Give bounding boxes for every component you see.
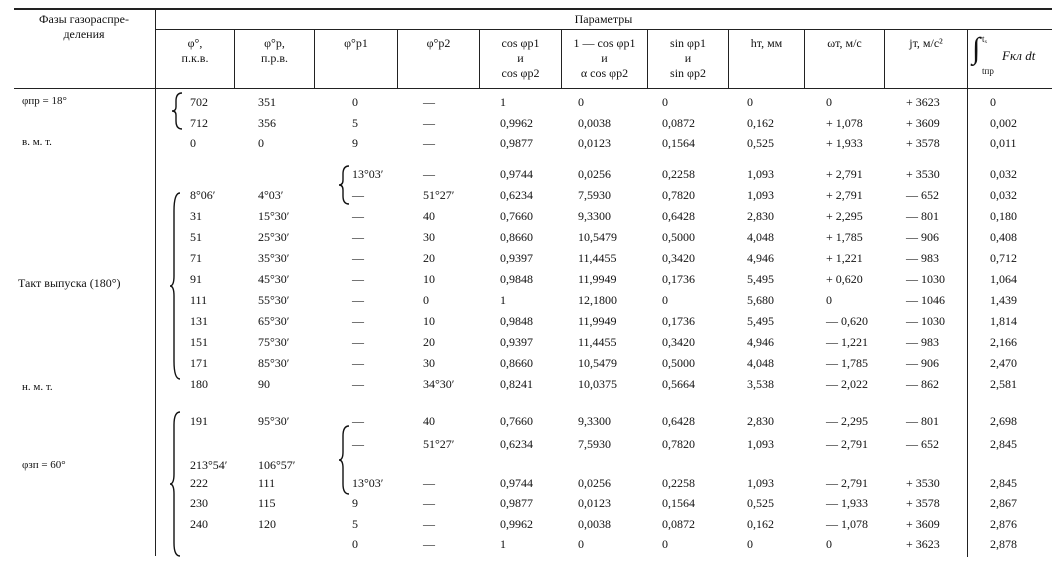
table-cell: + 3578 [906,496,940,510]
table-cell: — [352,230,364,244]
table-cell: 0,525 [747,136,774,150]
table-cell: 151 [190,335,208,349]
table-cell: 11,9949 [578,314,617,328]
table-cell: + 2,791 [826,167,863,181]
table-cell: 0,6428 [662,209,695,223]
table-cell: 712 [190,116,208,130]
table-cell: 115 [258,496,276,510]
table-cell: 1,439 [990,293,1017,307]
table-cell: 91 [190,272,202,286]
params-title: Параметры [574,12,633,26]
table-cell: 2,581 [990,377,1017,391]
label-phi-zp: φзп = 60° [22,459,66,471]
table-cell: + 1,933 [826,136,863,150]
table-cell: 71 [190,251,202,265]
table-cell: 4,946 [747,251,774,265]
table-cell: 20 [423,251,435,265]
table-cell: — 906 [906,230,939,244]
table-cell: 0,032 [990,188,1017,202]
table-cell: 0 [423,293,429,307]
table-cell: 0,002 [990,116,1017,130]
table-cell: — [423,167,435,181]
table-cell: 0,0872 [662,116,695,130]
table-cell: 0,1564 [662,136,695,150]
col-header-integral [968,30,1052,88]
phase-title-line2: деления [63,27,105,41]
table-cell: 15°30′ [258,209,290,223]
table-cell: 0,9962 [500,116,533,130]
table-cell: — [352,377,364,391]
table-cell: — 1030 [906,314,945,328]
table-cell: 2,166 [990,335,1017,349]
table-cell: 0 [990,95,996,109]
table-cell: — [352,293,364,307]
table-cell: 0,2258 [662,476,695,490]
table-cell: 0,3420 [662,335,695,349]
table-cell: 40 [423,209,435,223]
table-cell: 5,680 [747,293,774,307]
table-cell: 0,5000 [662,230,695,244]
label-nmt: н. м. т. [22,381,53,393]
table-cell: 0 [352,537,358,551]
table-cell: 1 [500,95,506,109]
header-bottom-rule [14,88,1052,89]
table-cell: 0,8660 [500,230,533,244]
table-cell: — 2,295 [826,414,868,428]
table-cell: 0,5664 [662,377,695,391]
table-cell: 0,6428 [662,414,695,428]
table-cell: 51°27′ [423,188,455,202]
table-cell: 356 [258,116,276,130]
table-cell: 0 [747,95,753,109]
table-cell: 11,4455 [578,251,617,265]
table-cell: + 3609 [906,517,940,531]
table-cell: + 2,295 [826,209,863,223]
table-cell: 1,093 [747,437,774,451]
table-cell: 3,538 [747,377,774,391]
brace-icon [337,164,351,206]
table-cell: 4,048 [747,356,774,370]
brace-icon [170,91,184,131]
table-cell: 34°30′ [423,377,455,391]
table-cell: 0,9877 [500,496,533,510]
table-cell: 65°30′ [258,314,290,328]
table-cell: — 0,620 [826,314,868,328]
table-cell: 2,845 [990,476,1017,490]
table-cell: 213°54′ [190,458,228,472]
table-cell: 11,9949 [578,272,617,286]
table-cell: 191 [190,414,208,428]
table-cell: 0,0256 [578,476,611,490]
table-cell: 20 [423,335,435,349]
table-cell: — [352,437,364,451]
table-cell: 13°03′ [352,167,384,181]
table-cell: 0 [578,537,584,551]
integral-sign: ∫ [972,32,981,65]
integral-lower: tпр [982,66,994,76]
table-cell: 0 [662,95,668,109]
table-cell: 1,064 [990,272,1017,286]
table-cell: 30 [423,230,435,244]
table-cell: 7,5930 [578,188,611,202]
table-cell: 0,525 [747,496,774,510]
table-cell: 0,9397 [500,335,533,349]
table-cell: 1 [500,537,506,551]
table-cell: 0,9962 [500,517,533,531]
table-cell: — 2,791 [826,437,868,451]
table-cell: 0 [352,95,358,109]
table-cell: 0 [826,293,832,307]
table-cell: 0,1736 [662,314,695,328]
table-cell: 1 [500,293,506,307]
table-cell: — 1,785 [826,356,868,370]
phase-title-line1: Фазы газораспре- [39,12,129,26]
table-cell: 0,5000 [662,356,695,370]
col-header-sin: sin φр1 и sin φр2 [670,36,706,80]
table-cell: 4°03′ [258,188,284,202]
table-cell: — 906 [906,356,939,370]
table-cell: 0 [662,537,668,551]
table-cell: 111 [190,293,208,307]
col-header-phi-p: φ°р, п.р.в. [260,36,289,65]
table-cell: 9 [352,496,358,510]
table-cell: 13°03′ [352,476,384,490]
table-cell: — [352,314,364,328]
col-header-phi: φ°, п.к.в. [181,36,209,65]
table-cell: 0,1736 [662,272,695,286]
table-cell: 8°06′ [190,188,216,202]
table-cell: — [352,272,364,286]
table-cell: 0 [826,95,832,109]
table-cell: 10 [423,272,435,286]
table-cell: — 2,791 [826,476,868,490]
table-cell: 180 [190,377,208,391]
table-cell: 0,1564 [662,496,695,510]
table-cell: — [352,414,364,428]
table-cell: 0,0038 [578,116,611,130]
table-cell: 0 [578,95,584,109]
table-cell: 0,6234 [500,437,533,451]
table-cell: 11,4455 [578,335,617,349]
table-cell: 171 [190,356,208,370]
table-cell: 0,162 [747,116,774,130]
phase-title [14,12,154,42]
table-cell: + 1,078 [826,116,863,130]
table-cell: 2,698 [990,414,1017,428]
table-cell: 2,830 [747,414,774,428]
table-cell: 131 [190,314,208,328]
table-cell: 1,093 [747,188,774,202]
table-cell: — 801 [906,414,939,428]
table-cell: 2,876 [990,517,1017,531]
table-cell: — [352,209,364,223]
table-cell: — [423,476,435,490]
table-cell: 106°57′ [258,458,296,472]
table-cell: — [423,496,435,510]
table-cell: — [423,136,435,150]
table-cell: 2,878 [990,537,1017,551]
table-cell: 0,0872 [662,517,695,531]
table-cell: — [423,537,435,551]
table-cell: 0,9397 [500,251,533,265]
table-cell: 0,7820 [662,188,695,202]
table-cell: + 3530 [906,167,940,181]
table-cell: 0,9848 [500,272,533,286]
table-cell: 702 [190,95,208,109]
col-header-phi-p1: φ°р1 [344,36,368,50]
table-cell: + 3623 [906,537,940,551]
table-cell: 0,032 [990,167,1017,181]
table-cell: 85°30′ [258,356,290,370]
table-cell: 0,7660 [500,209,533,223]
table-cell: 4,946 [747,335,774,349]
label-takt: Такт выпуска (180°) [18,276,121,290]
table-cell: — 983 [906,251,939,265]
table-cell: 0,0123 [578,136,611,150]
table-cell: — [423,95,435,109]
table-cell: 0,3420 [662,251,695,265]
table-cell: 351 [258,95,276,109]
table-cell: 0,7660 [500,414,533,428]
table-cell: 10,5479 [578,356,617,370]
table-cell: 31 [190,209,202,223]
header-divider [967,29,968,557]
table-cell: 5,495 [747,272,774,286]
table-cell: 0,180 [990,209,1017,223]
table-cell: — [352,335,364,349]
brace-icon [168,191,182,381]
table-cell: — 862 [906,377,939,391]
label-vmt: в. м. т. [22,136,52,148]
table-cell: 10,5479 [578,230,617,244]
table-cell: 7,5930 [578,437,611,451]
table-cell: 0 [662,293,668,307]
table-cell: — 801 [906,209,939,223]
table-cell: 0,9744 [500,167,533,181]
table-cell: 2,867 [990,496,1017,510]
label-phi-pr: φпр = 18° [22,95,67,107]
col-header-omega: ωт, м/с [827,36,862,50]
table-cell: — 1030 [906,272,945,286]
table-cell: 0,9877 [500,136,533,150]
table-cell: 0,8241 [500,377,533,391]
table-cell: 0,7820 [662,437,695,451]
table-cell: — [352,356,364,370]
table-cell: 75°30′ [258,335,290,349]
top-rule [14,8,1052,10]
brace-icon [168,410,182,558]
table-cell: + 1,785 [826,230,863,244]
table-cell: 0,9848 [500,314,533,328]
table-cell: 0,0038 [578,517,611,531]
table-cell: 30 [423,356,435,370]
table-cell: 0,6234 [500,188,533,202]
col-header-j: jт, м/с² [909,36,943,50]
table-cell: 95°30′ [258,414,290,428]
table-cell: 9,3300 [578,414,611,428]
table-cell: — 652 [906,188,939,202]
table-cell: — 2,022 [826,377,868,391]
col-header-cos: cos φр1 и cos φр2 [501,36,540,80]
table-cell: 10 [423,314,435,328]
table-cell: 0,9744 [500,476,533,490]
table-cell: + 3530 [906,476,940,490]
table-cell: — 1046 [906,293,945,307]
table-cell: 40 [423,414,435,428]
table-cell: — [352,251,364,265]
table-cell: 111 [258,476,276,490]
table-cell: 120 [258,517,276,531]
table-cell: 0,712 [990,251,1017,265]
table-cell: 0 [826,537,832,551]
table-cell: 25°30′ [258,230,290,244]
table-cell: 51°27′ [423,437,455,451]
integral-upper: tₓ [982,34,988,44]
table-cell: 9,3300 [578,209,611,223]
table-cell: 1,093 [747,167,774,181]
integral-body: Fкл dt [1002,48,1036,63]
table-cell: 1,093 [747,476,774,490]
table-cell: 0 [747,537,753,551]
table-cell: 0,011 [990,136,1017,150]
col-header-one-minus-cos: 1 — cos φр1 и α cos φр2 [573,36,636,80]
table-cell: 240 [190,517,208,531]
table-cell: 0 [190,136,196,150]
table-cell: + 3623 [906,95,940,109]
table-cell: 9 [352,136,358,150]
col-header-phi-p2: φ°р2 [426,36,451,50]
table-cell: — [352,188,364,202]
table-cell: + 0,620 [826,272,863,286]
table-cell: 5 [352,116,358,130]
table-cell: — [423,116,435,130]
table-cell: 55°30′ [258,293,290,307]
table-cell: 2,470 [990,356,1017,370]
table-cell: 35°30′ [258,251,290,265]
table-cell: 45°30′ [258,272,290,286]
table-cell: — 1,221 [826,335,868,349]
brace-icon [337,424,351,496]
phase-column-divider [155,8,156,556]
table-cell: — 983 [906,335,939,349]
table-cell: 0,0256 [578,167,611,181]
table-cell: 5 [352,517,358,531]
table-cell: 51 [190,230,202,244]
table-cell: 5,495 [747,314,774,328]
table-cell: 0,162 [747,517,774,531]
table-cell: + 1,221 [826,251,863,265]
table-cell: + 2,791 [826,188,863,202]
table-cell: 1,814 [990,314,1017,328]
table-cell: — 652 [906,437,939,451]
table-cell: 0,2258 [662,167,695,181]
table-cell: 90 [258,377,270,391]
table-cell: 4,048 [747,230,774,244]
table-cell: 0,0123 [578,496,611,510]
table-cell: — [423,517,435,531]
table-cell: — 1,933 [826,496,868,510]
table-cell: 222 [190,476,208,490]
table-cell: — 1,078 [826,517,868,531]
table-cell: 2,845 [990,437,1017,451]
table-cell: 2,830 [747,209,774,223]
table-cell: 0 [258,136,264,150]
table-cell: + 3609 [906,116,940,130]
col-header-h: hт, мм [750,36,783,50]
table-cell: 0,408 [990,230,1017,244]
params-title-rule [155,29,1052,30]
table-cell: + 3578 [906,136,940,150]
table-cell: 10,0375 [578,377,617,391]
table-cell: 230 [190,496,208,510]
table-cell: 12,1800 [578,293,617,307]
table-cell: 0,8660 [500,356,533,370]
